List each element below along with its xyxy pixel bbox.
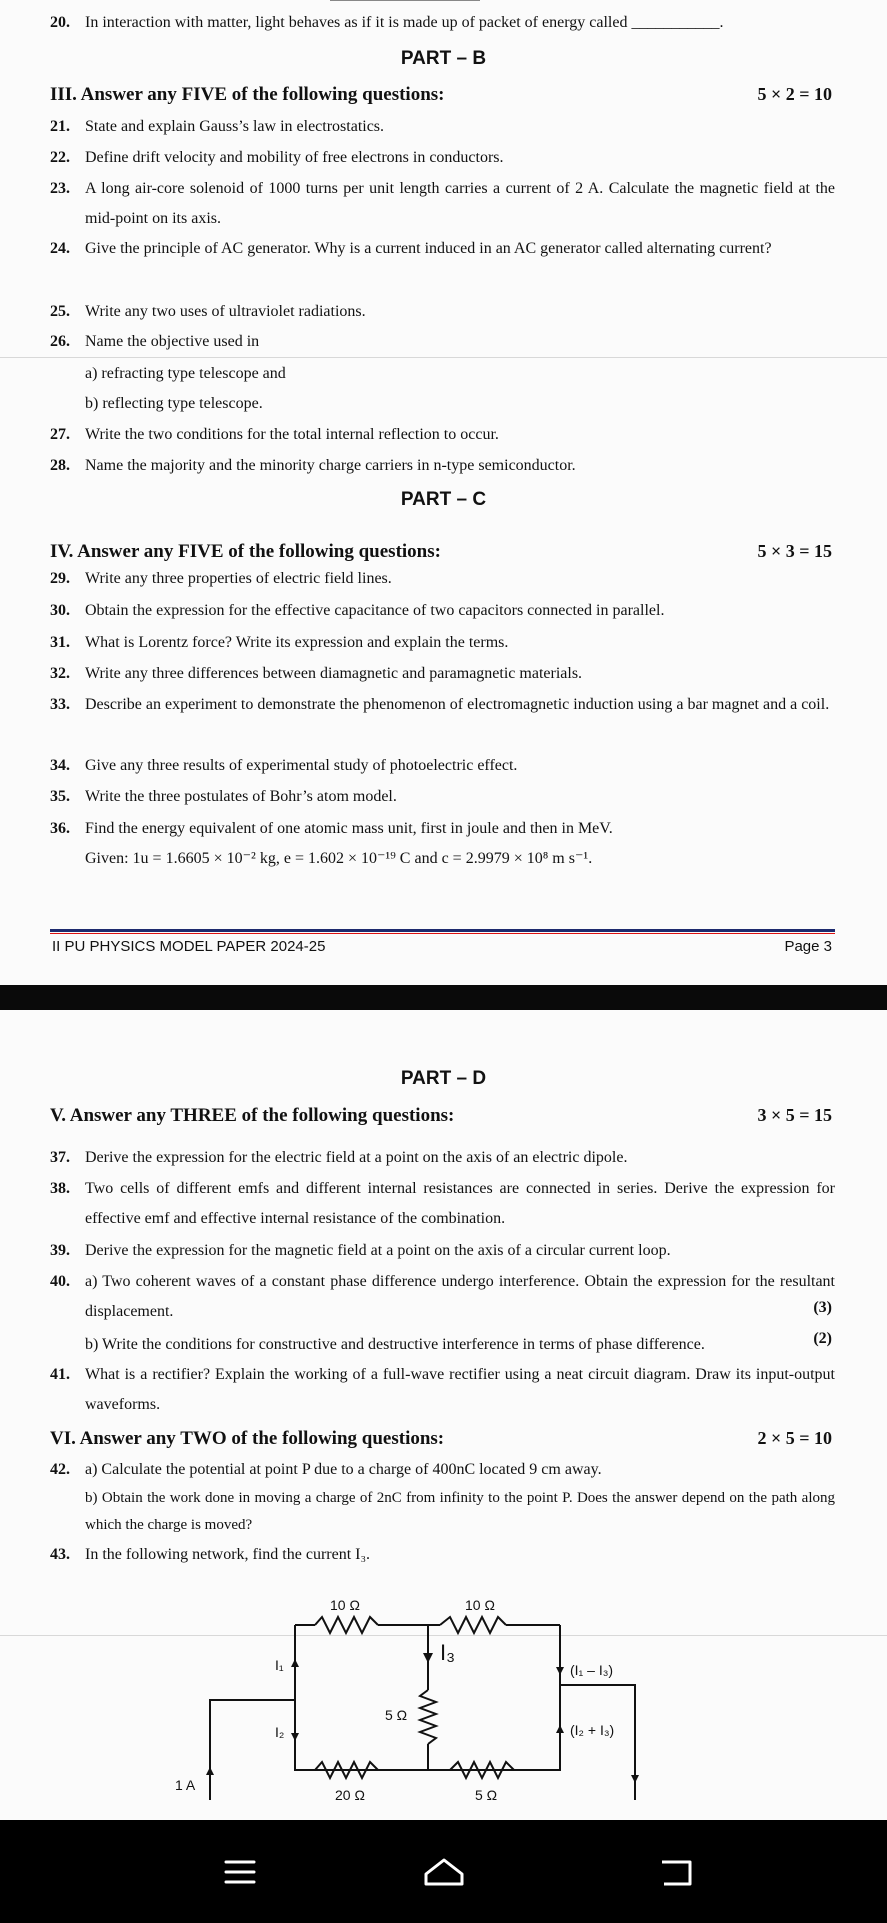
question-43: 43. In the following network, find the current I₃. <box>50 1546 371 1563</box>
resistor-top-right <box>440 1617 506 1633</box>
label-i-right-bottom: (I₂ + I₃) <box>570 1722 615 1738</box>
question-21: 21. State and explain Gauss’s law in electrostatics. <box>50 118 385 135</box>
question-40-part-b: b) Write the conditions for constructive and destructive interference in terms of phase difference. <box>85 1336 705 1353</box>
question-31: 31. What is Lorentz force? Write its expression and explain the terms. <box>50 634 509 651</box>
part-b-heading: PART – B <box>400 48 487 69</box>
question-39: 39. Derive the expression for the magnetic field at a point on the axis of a circular current loop. <box>50 1242 671 1259</box>
part-d-heading: PART – D <box>400 1068 487 1089</box>
home-button[interactable] <box>412 1840 476 1904</box>
label-i1: I₁ <box>275 1657 284 1673</box>
question-26: 26. Name the objective used in <box>50 333 260 350</box>
top-fill-line <box>330 0 480 1</box>
question-35: 35. Write the three postulates of Bohr’s atom model. <box>50 788 397 805</box>
question-24: 24. Give the principle of AC generator. Why is a current induced in an AC generator called alternating current? <box>50 240 772 257</box>
question-22: 22. Define drift velocity and mobility of free electrons in conductors. <box>50 149 504 166</box>
label-r-top-left: 10 Ω <box>330 1597 360 1613</box>
recent-apps-icon <box>208 1840 272 1904</box>
resistor-middle <box>420 1690 436 1744</box>
scan-divider <box>0 357 887 358</box>
footer-rule-red <box>50 933 835 934</box>
footer-rule <box>50 929 835 932</box>
label-i3: I₃ <box>440 1640 456 1665</box>
recent-apps-button[interactable] <box>208 1840 272 1904</box>
resistor-top-left <box>315 1617 378 1633</box>
question-42-part-b: b) Obtain the work done in moving a charge of 2nC from infinity to the point P. Does the answer depend on the path along which the charge is moved? <box>85 1490 835 1533</box>
arrow-source-in <box>206 1767 214 1775</box>
question-26-part-a: a) refracting type telescope and <box>85 365 286 382</box>
circuit-diagram <box>150 1575 670 1820</box>
label-r-bottom-left: 20 Ω <box>335 1787 365 1803</box>
question-32: 32. Write any three differences between diamagnetic and paramagnetic materials. <box>50 665 583 682</box>
question-34: 34. Give any three results of experimental study of photoelectric effect. <box>50 757 518 774</box>
question-40a-marks: (3) <box>813 1299 832 1316</box>
question-42: 42. a) Calculate the potential at point P due to a charge of 400nC located 9 cm away. <box>50 1461 602 1478</box>
question-36: 36. Find the energy equivalent of one atomic mass unit, first in joule and then in MeV. Given: 1u = 1.6605 × 10⁻² kg, e = 1.602 × 10⁻¹⁹ C and c = 2.9979 × 10⁸ m s⁻¹. <box>50 820 613 867</box>
section-v-title: V. Answer any THREE of the following questions: <box>50 1105 455 1126</box>
part-c-heading: PART – C <box>400 489 487 510</box>
label-i-right-top: (I₁ – I₃) <box>570 1662 614 1678</box>
arrow-right-top <box>556 1667 564 1675</box>
back-icon <box>646 1840 710 1904</box>
arrow-source-out <box>631 1775 639 1783</box>
page-number: Page 3 <box>784 938 832 955</box>
footer-title: II PU PHYSICS MODEL PAPER 2024-25 <box>52 938 326 955</box>
arrow-i2 <box>291 1733 299 1741</box>
home-icon <box>412 1840 476 1904</box>
back-button[interactable] <box>646 1840 710 1904</box>
section-v-marks: 3 × 5 = 15 <box>757 1105 832 1125</box>
label-r-bottom-right: 5 Ω <box>475 1787 498 1803</box>
question-26-part-b: b) reflecting type telescope. <box>85 395 263 412</box>
label-r-middle: 5 Ω <box>385 1707 408 1723</box>
label-source: 1 A <box>175 1777 196 1793</box>
question-25: 25. Write any two uses of ultraviolet radiations. <box>50 303 366 320</box>
arrow-right-bottom <box>556 1725 564 1733</box>
question-29: 29. Write any three properties of electric field lines. <box>50 570 392 587</box>
section-iii-marks: 5 × 2 = 10 <box>757 84 832 104</box>
label-i2: I₂ <box>275 1724 285 1740</box>
section-iii-title: III. Answer any FIVE of the following questions: <box>50 84 445 105</box>
question-41: 41. What is a rectifier? Explain the working of a full-wave rectifier using a neat circuit diagram. Draw its input-output waveforms. <box>50 1366 835 1413</box>
section-iv-marks: 5 × 3 = 15 <box>757 541 832 561</box>
section-vi-title: VI. Answer any TWO of the following questions: <box>50 1428 445 1449</box>
section-iv-title: IV. Answer any FIVE of the following questions: <box>50 541 441 562</box>
label-r-top-right: 10 Ω <box>465 1597 495 1613</box>
question-37: 37. Derive the expression for the electric field at a point on the axis of an electric dipole. <box>50 1149 628 1166</box>
question-38: 38. Two cells of different emfs and different internal resistances are connected in series. Derive the expression for effective emf and effective internal resistance of the combination. <box>50 1180 835 1227</box>
question-20: 20. In interaction with matter, light behaves as if it is made up of packet of energy called ___________. <box>50 14 724 31</box>
page-gap <box>0 985 887 1010</box>
android-navigation-bar <box>0 1820 887 1923</box>
section-vi-marks: 2 × 5 = 10 <box>757 1428 832 1448</box>
question-33: 33. Describe an experiment to demonstrate the phenomenon of electromagnetic induction using a bar magnet and a coil. <box>50 696 830 713</box>
arrow-i3 <box>423 1653 433 1663</box>
question-40b-marks: (2) <box>813 1330 832 1347</box>
question-30: 30. Obtain the expression for the effective capacitance of two capacitors connected in parallel. <box>50 602 665 619</box>
question-40: 40. a) Two coherent waves of a constant phase difference undergo interference. Obtain the expression for the resultant displacement. <box>50 1273 835 1320</box>
question-28: 28. Name the majority and the minority charge carriers in n-type semiconductor. <box>50 457 576 474</box>
question-27: 27. Write the two conditions for the total internal reflection to occur. <box>50 426 499 443</box>
exam-page-4 <box>0 1010 887 1820</box>
arrow-i1 <box>291 1659 299 1667</box>
question-23: 23. A long air-core solenoid of 1000 turns per unit length carries a current of 2 A. Calculate the magnetic field at the mid-point on its axis. <box>50 180 835 227</box>
